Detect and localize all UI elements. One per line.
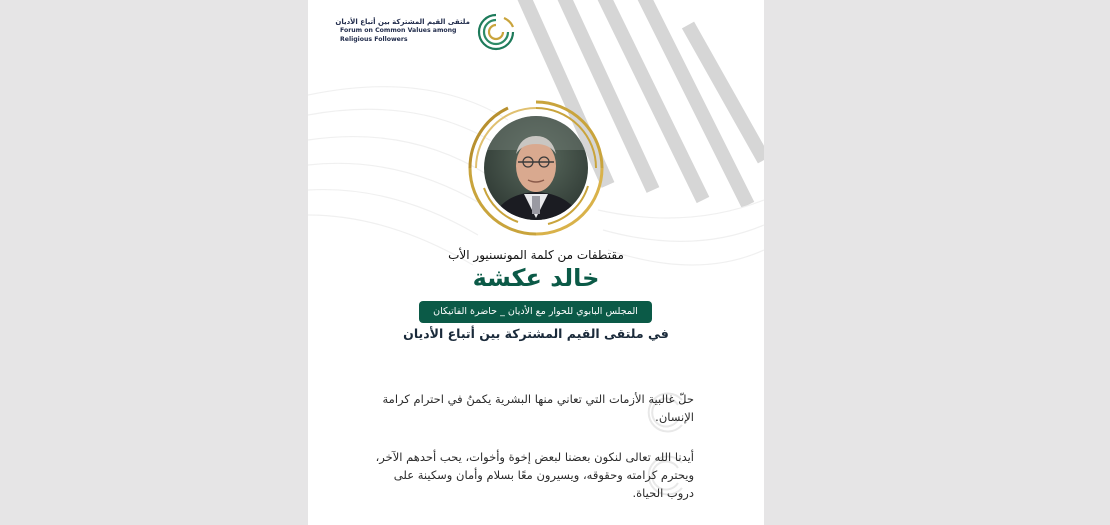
quote-paragraph-1: حلّ غالبية الأزمات التي تعاني منها البشرية يكمنُ في احترام كرامة الإنسان. [382, 392, 694, 424]
logo-arabic-title: ملتقى القيم المشتركة بين أتباع الأديان [335, 18, 470, 26]
speaker-name: خالد عكشة [472, 264, 600, 292]
logo-text [335, 18, 470, 44]
forum-logo [335, 12, 518, 56]
affiliation-badge: المجلس البابوي للحوار مع الأديان _ حاضرة الفاتيكان [419, 301, 652, 323]
quote-paragraph-2: أيدنا الله تعالى لنكون بعضنا لبعض إخوة وأخوات، يحب أحدهم الآخر، ويحترم كرامته وحقوقه، ويسيرون معًا بسلام وأمان وسكينة على دروب الحياة. [375, 450, 694, 500]
decorative-arc-pattern [308, 0, 764, 525]
forum-emblem-icon [476, 12, 516, 52]
event-title: في ملتقى القيم المشتركة بين أتباع الأديان [403, 326, 669, 341]
logo-english-line2: Religious Followers [340, 36, 408, 43]
post-card [308, 0, 764, 525]
speaker-portrait [468, 96, 608, 244]
logo-english-line1: Forum on Common Values among [340, 27, 457, 34]
speech-subtitle: مقتطفات من كلمة المونسنيور الأب [448, 248, 624, 262]
